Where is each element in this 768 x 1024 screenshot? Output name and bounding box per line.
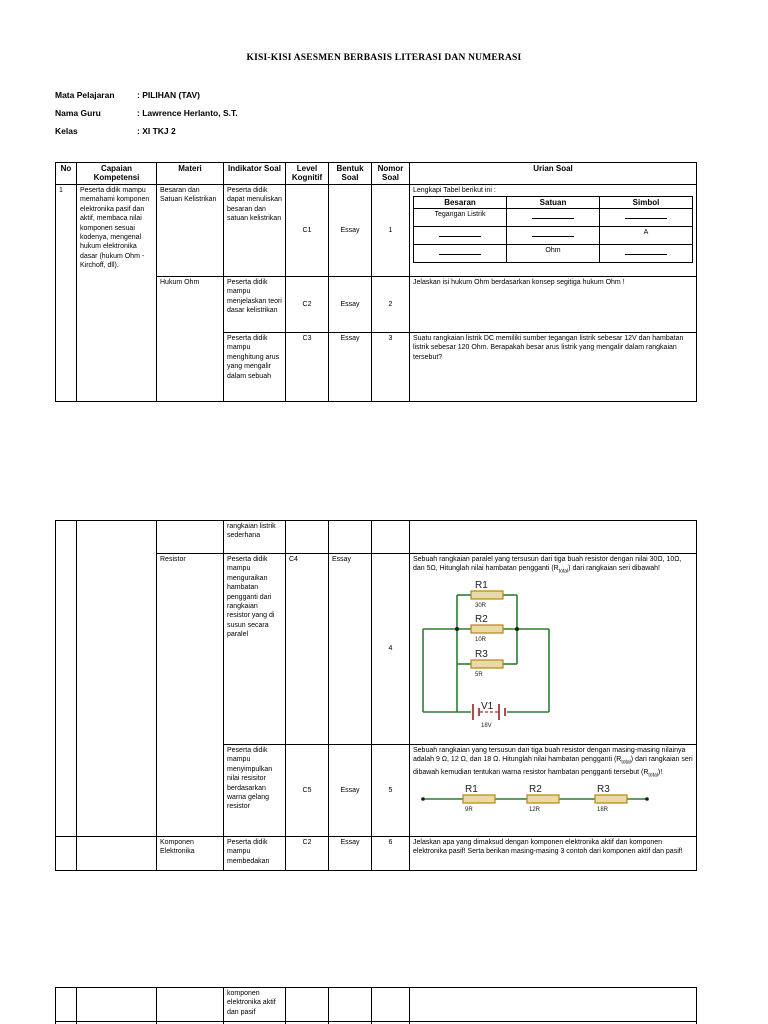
r3-value: 5R (475, 672, 483, 679)
info-value: : Lawrence Herlanto, S.T. (137, 108, 238, 118)
sr3-value: 18R (597, 807, 609, 813)
cell-no: 1 (56, 185, 77, 402)
cell-level: C2 (286, 837, 329, 871)
sr2-value: 12R (529, 807, 541, 813)
assessment-grid-table (55, 162, 697, 402)
parallel-circuit-diagram (419, 581, 579, 736)
inner-header: Satuan (507, 197, 600, 209)
header-nomor: Nomor Soal (372, 163, 410, 185)
cell-indikator: Peserta didik dapat menuliskan besaran dan satuan kelistrikan (224, 185, 286, 277)
inner-cell: Ohm (507, 245, 600, 263)
cell-capaian (77, 837, 157, 871)
cell-materi: Resistor (157, 554, 224, 837)
cell-level: C4 (286, 554, 329, 745)
info-label: Kelas (55, 126, 78, 136)
v1-value: 18V (481, 723, 492, 730)
inner-blank (507, 227, 600, 245)
header-indikator: Indikator Soal (224, 163, 286, 185)
cell-bentuk: Essay (329, 277, 372, 333)
cell-uraian: Jelaskan apa yang dimaksud dengan komponen elektronika aktif dan komponen elektronika pasif! Serta berikan masing-masing 3 contoh dari komponen aktif dan pasif! (410, 837, 697, 871)
cell-uraian (410, 988, 697, 1022)
cell-nomor (372, 988, 410, 1022)
r2-value: 10R (475, 637, 487, 644)
r1-value: 30R (475, 603, 487, 610)
cell-materi: Besaran dan Satuan Kelistrikan (157, 185, 224, 277)
inner-cell: A (600, 227, 693, 245)
inner-blank (600, 209, 693, 227)
info-label: Mata Pelajaran (55, 90, 115, 100)
cell-uraian: Jelaskan isi hukum Ohm berdasarkan konsep segitiga hukum Ohm ! (410, 277, 697, 333)
assessment-grid-table-page3 (55, 987, 697, 1024)
cell-no (56, 988, 77, 1022)
inner-cell: Tegangan Listrik (414, 209, 507, 227)
sr1-label: R1 (465, 784, 478, 795)
cell-indikator: komponen elektronika aktif dan pasif (224, 988, 286, 1022)
uraian-intro: Lengkapi Tabel berikut ini : (413, 187, 496, 194)
inner-header: Simbol (600, 197, 693, 209)
r3-label: R3 (475, 649, 488, 661)
inner-blank (414, 245, 507, 263)
table-row (56, 988, 697, 1022)
cell-indikator: Peserta didik mampu menguraikan hambatan pengganti dari rangkaian resistor yang di susun secara paralel (224, 554, 286, 745)
question-text: Sebuah rangkaian paralel yang tersusun dari tiga buah resistor dengan nilai 30Ω, 10Ω, dan 5Ω, Hitunglah nilai hambatan pengganti $(R_{total})$ dari rangkaian seri dibawah! (413, 556, 682, 575)
cell-level: C2 (286, 277, 329, 333)
cell-materi (157, 521, 224, 554)
cell-indikator: rangkaian listrik sederhana (224, 521, 286, 554)
inner-blank (414, 227, 507, 245)
assessment-grid-table-page2 (55, 520, 697, 871)
cell-nomor: 6 (372, 837, 410, 871)
cell-indikator: Peserta didik mampu menghitung arus yang mengalir dalam sebuah (224, 333, 286, 402)
cell-bentuk: Essay (329, 837, 372, 871)
sr3-label: R3 (597, 784, 610, 795)
cell-nomor: 1 (372, 185, 410, 277)
cell-capaian (77, 521, 157, 837)
question-text: Sebuah rangkaian yang tersusun dari tiga buah resistor dengan masing-masing nilainya adalah 9 Ω, 12 Ω, dan 18 Ω. Hitunglah nilai hambatan pengganti $(R_{total})$ dari rangkaian seri dibawah kemudian tentukan warna resistor hambatan pengganti tersebut $(R_{total})$! (413, 747, 693, 779)
cell-bentuk: Essay (329, 745, 372, 837)
cell-bentuk (329, 988, 372, 1022)
header-capaian: Capaian Kompetensi (77, 163, 157, 185)
cell-capaian: Peserta didik mampu memahami komponen elektronika pasif dan aktif, membaca nilai komponen sesuai kodenya, mengenal hukum elektronika dasar (hukum Ohm - Kirchoff, dll). (77, 185, 157, 402)
document-title: KISI-KISI ASESMEN BERBASIS LITERASI DAN NUMERASI (246, 53, 522, 63)
sr1-value: 9R (465, 807, 473, 813)
table-row (56, 837, 697, 871)
cell-uraian (410, 521, 697, 554)
cell-level: C3 (286, 333, 329, 402)
cell-nomor: 2 (372, 277, 410, 333)
header-bentuk: Bentuk Soal (329, 163, 372, 185)
header-no: No (56, 163, 77, 185)
cell-level (286, 521, 329, 554)
table-row (56, 185, 697, 277)
cell-indikator: Peserta didik mampu menyimpulkan nilai resisitor berdasarkan warna gelang resistor (224, 745, 286, 837)
info-value: : XI TKJ 2 (137, 126, 176, 136)
cell-indikator: Peserta didik mampu membedakan (224, 837, 286, 871)
table-row (56, 521, 697, 554)
inner-blank (600, 245, 693, 263)
cell-nomor (372, 521, 410, 554)
header-uraian: Urian Soal (410, 163, 697, 185)
info-value: : PILIHAN (TAV) (137, 90, 200, 100)
cell-bentuk: Essay (329, 185, 372, 277)
cell-uraian (410, 554, 697, 745)
cell-nomor: 4 (372, 554, 410, 745)
r2-label: R2 (475, 614, 488, 626)
cell-uraian (410, 745, 697, 837)
cell-nomor: 3 (372, 333, 410, 402)
cell-uraian: Suatu rangkaian listrik DC memiliki sumber tegangan listrik sebesar 12V dan hambatan listrik sebesar 120 Ohm. Berapakah besar arus listrik yang mengalir dalam rangkaian tersebut? (410, 333, 697, 402)
cell-indikator: Peserta didik mampu menjelaskan teori dasar kelistrikan (224, 277, 286, 333)
cell-level: C1 (286, 185, 329, 277)
r1-label: R1 (475, 581, 488, 592)
inner-blank (507, 209, 600, 227)
cell-materi (157, 988, 224, 1022)
cell-capaian (77, 988, 157, 1022)
cell-bentuk: Essay (329, 333, 372, 402)
cell-level: C5 (286, 745, 329, 837)
inner-header: Besaran (414, 197, 507, 209)
v1-label: V1 (481, 701, 494, 713)
cell-nomor: 5 (372, 745, 410, 837)
header-materi: Materi (157, 163, 224, 185)
sr2-label: R2 (529, 784, 542, 795)
cell-no (56, 837, 77, 871)
cell-no (56, 521, 77, 837)
series-circuit-diagram (421, 783, 651, 813)
info-label: Nama Guru (55, 108, 101, 118)
cell-uraian (410, 185, 697, 277)
header-level: Level Kognitif (286, 163, 329, 185)
cell-materi: Hukum Ohm (157, 277, 224, 402)
cell-bentuk: Essay (329, 554, 372, 745)
cell-materi: Komponen Elektronika (157, 837, 224, 871)
cell-bentuk (329, 521, 372, 554)
cell-level (286, 988, 329, 1022)
fill-in-table (413, 196, 693, 263)
